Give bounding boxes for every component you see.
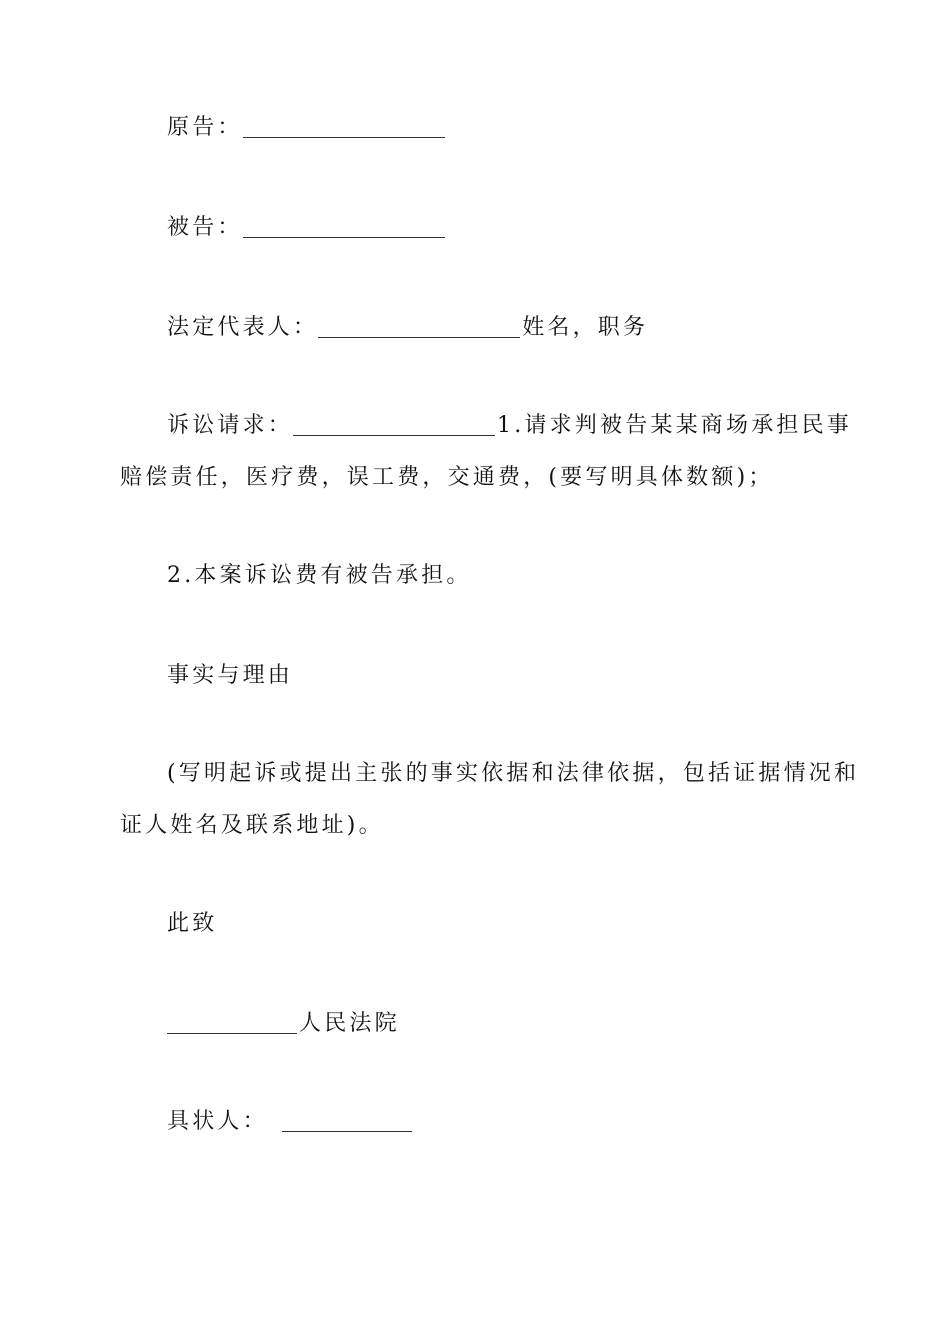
legal-rep-suffix: 姓名，职务	[522, 315, 649, 340]
facts-note-line-2	[120, 814, 840, 838]
claims-line-2	[120, 466, 840, 490]
defendant-blank	[243, 217, 445, 238]
salutation	[167, 912, 887, 936]
legal-rep-line	[167, 316, 887, 340]
facts-note-line-1	[167, 762, 887, 786]
court-suffix: 人民法院	[299, 1011, 400, 1036]
facts-note-line1-text: (写明起诉或提出主张的事实依据和法律依据，包括证据情况和	[167, 761, 860, 786]
claim-2-line	[167, 564, 887, 588]
claims-line2-text: 赔偿责任，医疗费，误工费，交通费，(要写明具体数额)；	[120, 465, 774, 490]
claims-line1-tail: 1.请求判被告某某商场承担民事	[497, 413, 853, 438]
plaintiff-line	[167, 116, 887, 140]
salutation-text: 此致	[167, 911, 218, 936]
legal-rep-blank	[318, 317, 520, 338]
signer-label: 具状人：	[167, 1109, 268, 1134]
claim-2-text: 2.本案诉讼费有被告承担。	[167, 563, 472, 588]
claims-line-1	[167, 414, 887, 438]
court-blank	[167, 1013, 297, 1034]
plaintiff-label: 原告：	[167, 115, 243, 140]
signer-blank	[282, 1111, 412, 1132]
facts-heading-text: 事实与理由	[167, 663, 294, 688]
claims-blank	[293, 415, 495, 436]
facts-heading	[167, 664, 887, 688]
facts-note-line2-text: 证人姓名及联系地址)。	[120, 813, 384, 838]
claims-label: 诉讼请求：	[167, 413, 294, 438]
signer-line	[167, 1110, 887, 1134]
defendant-line	[167, 216, 887, 240]
plaintiff-blank	[243, 117, 445, 138]
legal-rep-label: 法定代表人：	[167, 315, 319, 340]
defendant-label: 被告：	[167, 215, 243, 240]
court-line	[167, 1012, 887, 1036]
